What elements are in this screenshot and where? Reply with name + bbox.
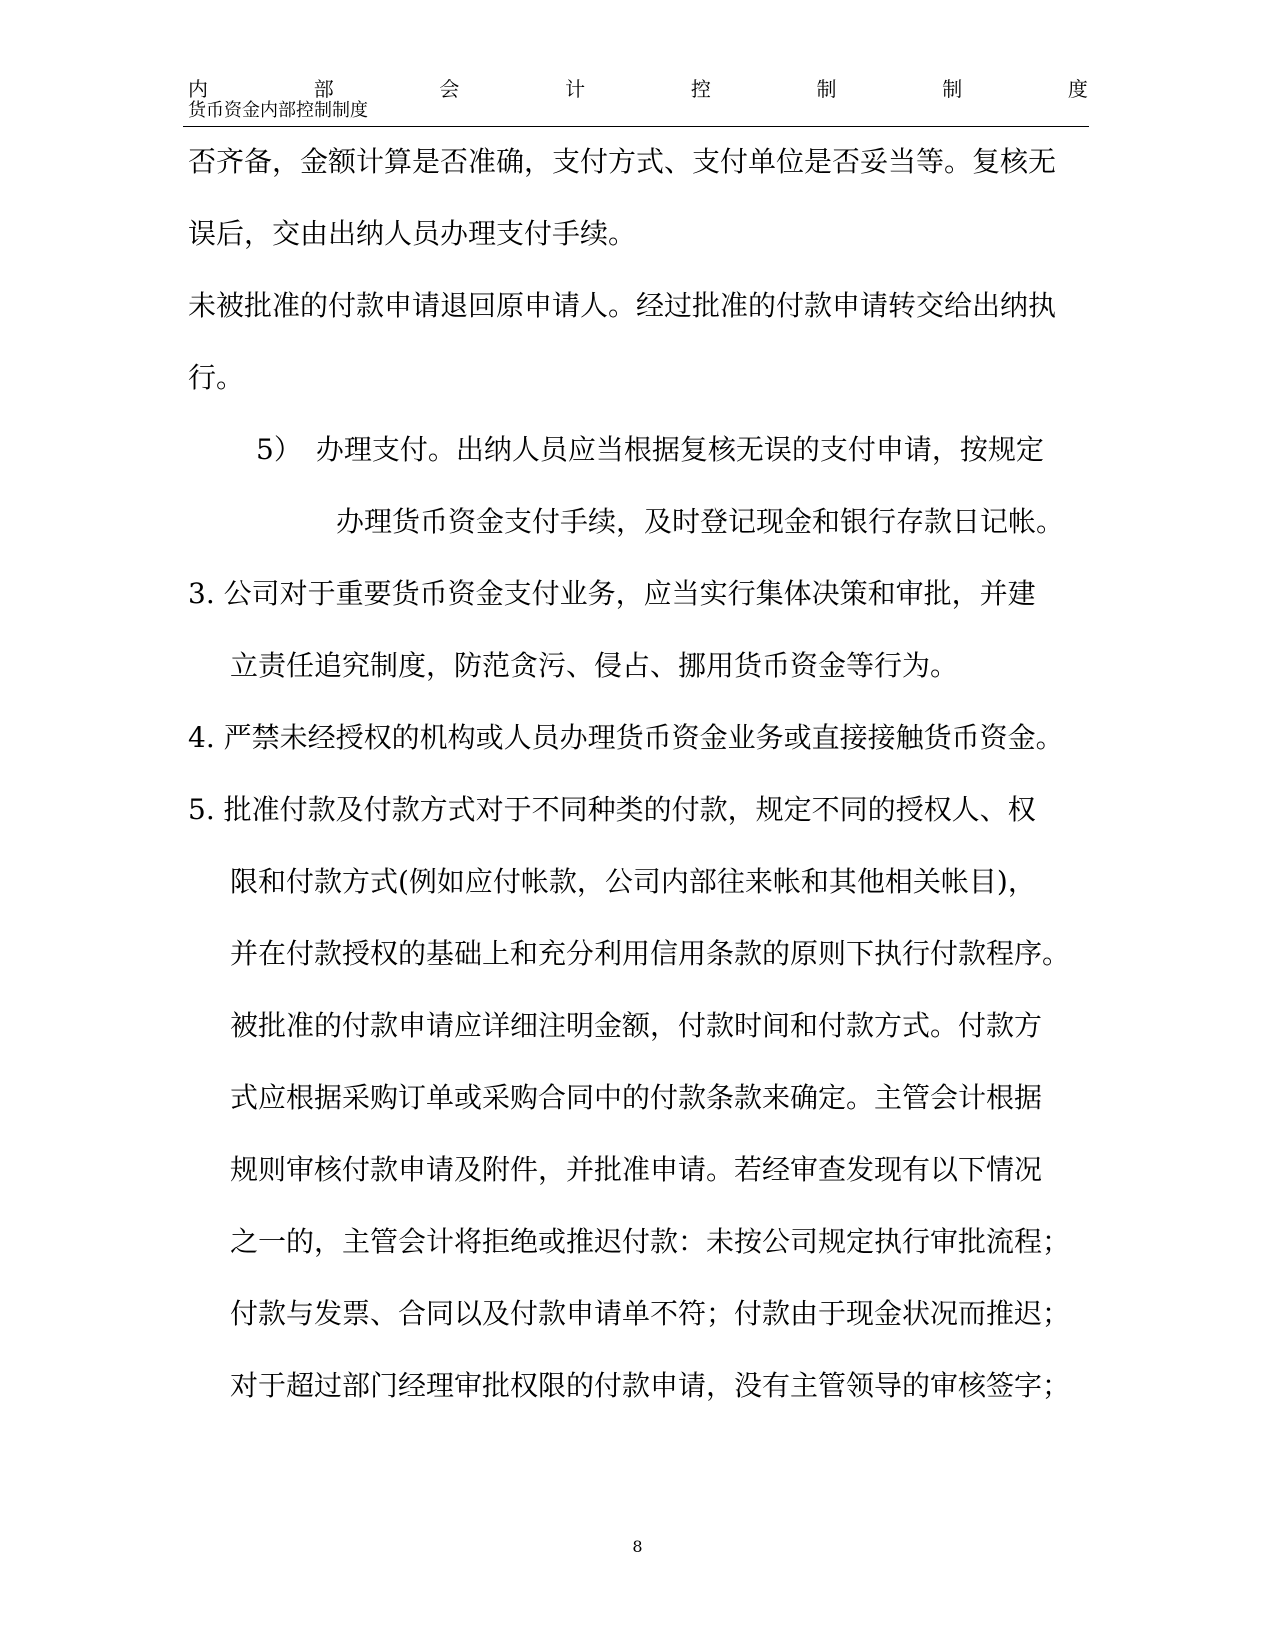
header-title-char: 计 xyxy=(565,77,586,101)
header-title-char: 制 xyxy=(942,77,963,101)
body-line: 3. 公司对于重要货币资金支付业务，应当实行集体决策和审批，并建 xyxy=(188,577,1036,610)
header-title-char: 制 xyxy=(816,77,837,101)
body-line: 行。 xyxy=(188,361,245,394)
body-line: 4. 严禁未经授权的机构或人员办理货币资金业务或直接接触货币资金。 xyxy=(188,721,1064,754)
body-line: 误后，交由出纳人员办理支付手续。 xyxy=(188,217,637,250)
body-line: 限和付款方式(例如应付帐款，公司内部往来帐和其他相关帐目)， xyxy=(230,865,1036,898)
body-line: 式应根据采购订单或采购合同中的付款条款来确定。主管会计根据 xyxy=(230,1081,1043,1114)
body-line: 立责任追究制度，防范贪污、侵占、挪用货币资金等行为。 xyxy=(230,649,959,682)
body-line: 之一的，主管会计将拒绝或推迟付款：未按公司规定执行审批流程； xyxy=(230,1225,1071,1258)
header-divider xyxy=(183,126,1089,127)
header-title-char: 内 xyxy=(188,77,208,101)
body-line: 未被批准的付款申请退回原申请人。经过批准的付款申请转交给出纳执 xyxy=(188,289,1057,322)
body-line: 对于超过部门经理审批权限的付款申请，没有主管领导的审核签字； xyxy=(230,1369,1071,1402)
header-subtitle: 货币资金内部控制制度 xyxy=(188,100,368,121)
body-line: 办理货币资金支付手续，及时登记现金和银行存款日记帐。 xyxy=(336,505,1065,538)
body-line: 被批准的付款申请应详细注明金额，付款时间和付款方式。付款方 xyxy=(230,1009,1043,1042)
body-line: 5） 办理支付。出纳人员应当根据复核无误的支付申请，按规定 xyxy=(256,433,1044,466)
page-number: 8 xyxy=(632,1537,643,1556)
body-line: 5. 批准付款及付款方式对于不同种类的付款，规定不同的授权人、权 xyxy=(188,793,1036,826)
body-line: 否齐备，金额计算是否准确，支付方式、支付单位是否妥当等。复核无 xyxy=(188,145,1057,178)
header-title-char: 控 xyxy=(690,77,711,101)
body-line: 付款与发票、合同以及付款申请单不符；付款由于现金状况而推迟； xyxy=(230,1297,1071,1330)
body-line: 规则审核付款申请及附件，并批准申请。若经审查发现有以下情况 xyxy=(230,1153,1043,1186)
header-title-char: 部 xyxy=(313,77,334,101)
body-line: 并在付款授权的基础上和充分利用信用条款的原则下执行付款程序。 xyxy=(230,937,1071,970)
header-title-char: 度 xyxy=(1067,77,1088,101)
header-title-char: 会 xyxy=(439,77,460,101)
